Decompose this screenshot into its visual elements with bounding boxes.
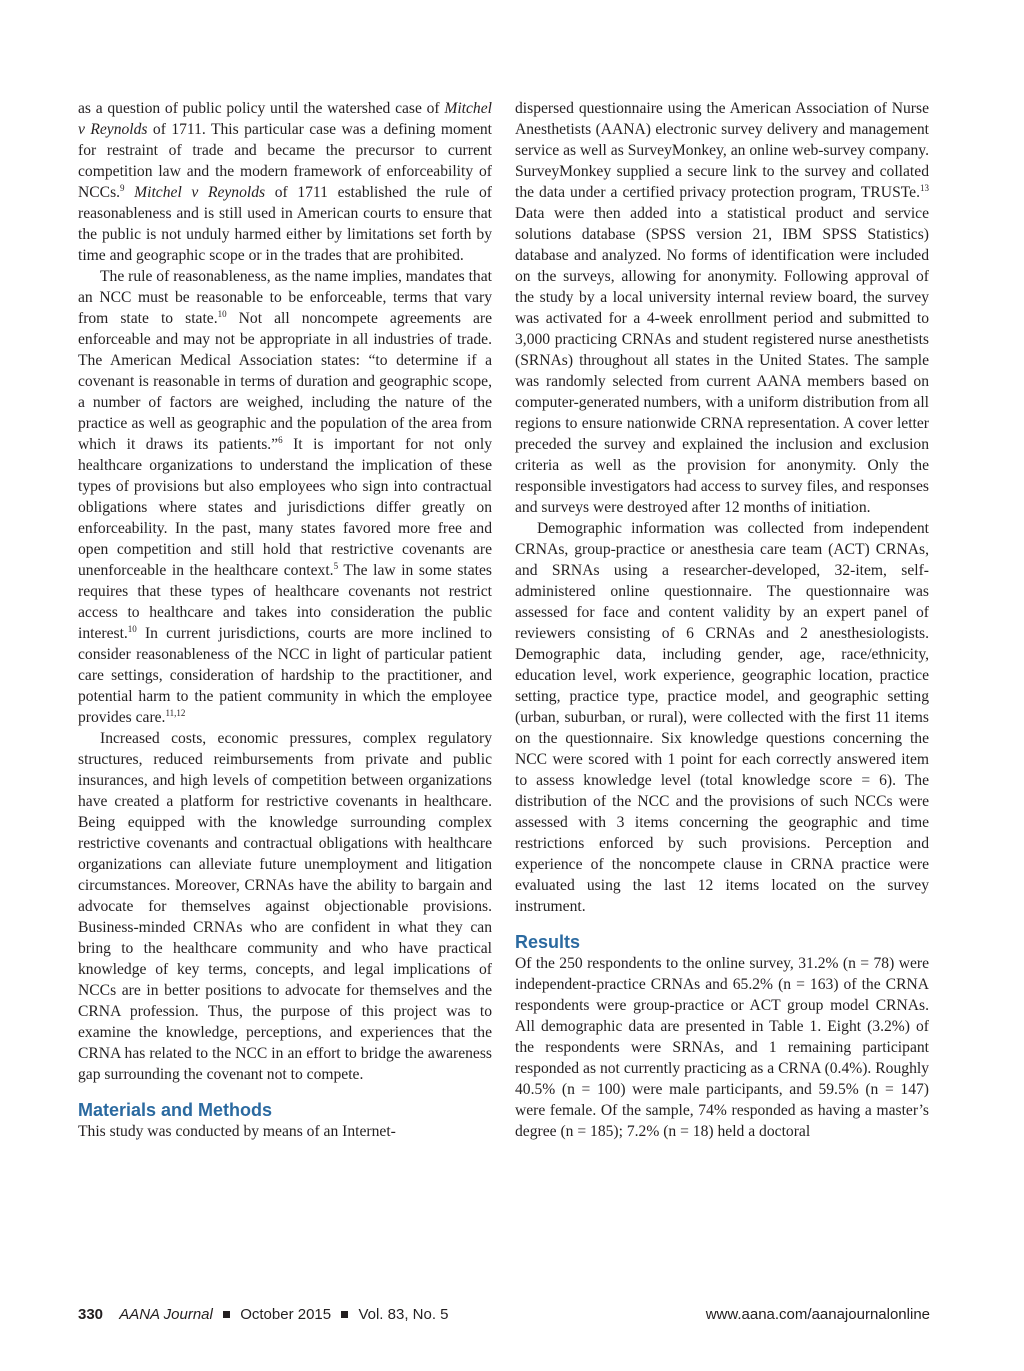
left-paragraph-4: This study was conducted by means of an Internet- [78,1123,396,1140]
left-column [78,98,492,1142]
separator-square-icon [341,1311,348,1318]
left-paragraph-3: Increased costs, economic pressures, complex regulatory structures, reduced reimbursements from private and public insurances, and high levels of competition between organizations have created a platform for restrictive covenants in healthcare. Being equipped with the knowledge surrounding complex restrictive covenants and contractual obligations with healthcare organizations can alleviate future unemployment and litigation circumstances. Moreover, CRNAs have the ability to bargain and advocate for themselves against objectionable provisions. Business-minded CRNAs who are confident in what they can bring to the healthcare community and who have practical knowledge of key terms, concepts, and legal implications of NCCs are in better positions to advocate for themselves and the CRNA profession. Thus, the purpose of this project was to examine the knowledge, perceptions, and experiences that the CRNA has related to the NCC in an effort to bridge the awareness gap surrounding the covenant not to compete. [78,730,492,1083]
page-footer [78,1306,930,1323]
citation: 13 [920,182,929,193]
right-paragraph-3: Of the 250 respondents to the online survey, 31.2% (n = 78) were independent-practice CRNAs and 65.2% (n = 163) of the CRNA respondents were group-practice or ACT group model CRNAs. All demographic data are presented in Table 1. Eight (3.2%) of the respondents were SRNAs, and 1 remaining participant responded as not currently practicing as a CRNA (0.4%). Roughly 40.5% (n = 100) were male participants, and 59.5% (n = 147) were female. Of the sample, 74% responded as having a master’s degree (n = 185); 7.2% (n = 18) held a doctoral [515,955,929,1140]
case-name: Mitchel v Reynolds [78,100,492,138]
left-paragraph-1: as a question of public policy until the watershed case of Mitchel v Reynolds of 1711. This particular case was a defining moment for restraint of trade and became the precursor to current competition law and the modern framework of enforceability of NCCs.$^9$ Mitchel v Reynolds of 1711 established the rule of reasonableness and is still used in American courts to ensure that the public is not unduly harmed either by limitations set forth by time and geographic scope or in the trades that are prohibited. [78,100,493,264]
volume-number: Vol. 83, No. 5 [358,1306,449,1323]
case-name: Mitchel v Reynolds [124,184,266,201]
citation: 5 [333,560,339,571]
journal-url-link[interactable]: www.aana.com/aanajournalonline [705,1306,930,1323]
issue-date: October 2015 [240,1306,332,1323]
citation: 9 [120,182,125,193]
section-heading-methods: Materials and Methods [78,1100,273,1120]
citation: 11,12 [165,707,186,718]
page-number: 330 [78,1306,104,1323]
citation: 6 [278,434,283,445]
citation: 10 [217,308,227,319]
right-paragraph-1: dispersed questionnaire using the American Association of Nurse Anesthetists (AANA) electronic survey delivery and management service as well as SurveyMonkey, an online web-survey company. SurveyMonkey supplied a secure link to the survey and collated the data under a certified privacy protection program, TRUSTe.$^{13}$ Data were then added into a statistical product and service solutions database (SPSS version 21, IBM SPSS Statistics) database and analyzed. No forms of identification were included on the surveys, allowing for anonymity. Following approval of the study by a local university internal review board, the survey was activated for a 4-week enrollment period and submitted to 3,000 practicing CRNAs and student registered nurse anesthetists (SRNAs) throughout all states in the United States. The sample was randomly selected from current AANA members based on computer-generated numbers, with a uniform distribution from all regions to ensure nationwide CRNA representation. A cover letter preceded the survey and explained the inclusion and exclusion criteria as well as the provision for anonymity. Only the responsible investigators had access to survey files, and responses and surveys were destroyed after 12 months of initiation. [515,100,929,516]
section-heading-results: Results [515,932,581,952]
separator-square-icon [223,1311,230,1318]
right-column [515,98,929,1142]
journal-name: AANA Journal [119,1306,213,1323]
right-paragraph-2: Demographic information was collected from independent CRNAs, group-practice or anesthesia care team (ACT) CRNAs, and SRNAs using a researcher-developed, 32-item, self-administered online questionnaire. The questionnaire was assessed for face and content validity by an expert panel of reviewers consisting of 6 CRNAs and 2 anesthesiologists. Demographic data, including gender, age, race/ethnicity, education level, work experience, geographic location, practice setting, practice type, practice model, and geographic setting (urban, suburban, or rural), were collected with the first 11 items on the questionnaire. Six knowledge questions concerning the NCC were scored with 1 point for each correctly answered item to assess knowledge level (total knowledge score = 6). The distribution of the NCC and the provisions of such NCCs were assessed with 3 items concerning the geographic and time restrictions enforced by such provisions. Perception and experience of the noncompete clause in CRNA practice were evaluated using the last 12 items located on the survey instrument. [515,520,929,915]
citation: 10 [127,623,137,634]
left-paragraph-2: The rule of reasonableness, as the name implies, mandates that an NCC must be reasonable to be enforceable, terms that vary from state to state.$^{10}$ Not all noncompete agreements are enforceable and may not be appropriate in all industries of trade. The American Medical Association states: “to determine if a covenant is reasonable in terms of duration and geographic scope, a number of factors are weighed, including the nature of the practice as well as geographic and the population of the area from which it draws its patients.”$^6$ It is important for not only healthcare organizations to understand the implication of these types of provisions but also employees who sign into contractual obligations where states and jurisdictions differ greatly on enforceability. In the past, many states favored more free and open competition and still hold that restrictive covenants are unenforceable in the healthcare context.$^5$ The law in some states requires that these types of healthcare covenants not restrict access to healthcare and takes into consideration the public interest.$^{10}$ In current jurisdictions, courts are more inclined to consider reasonableness of the NCC in light of particular patient care settings, consideration of hardship to the practitioner, and potential harm to the patient community in which the employee provides care.$^{11,12}$ [78,268,493,726]
